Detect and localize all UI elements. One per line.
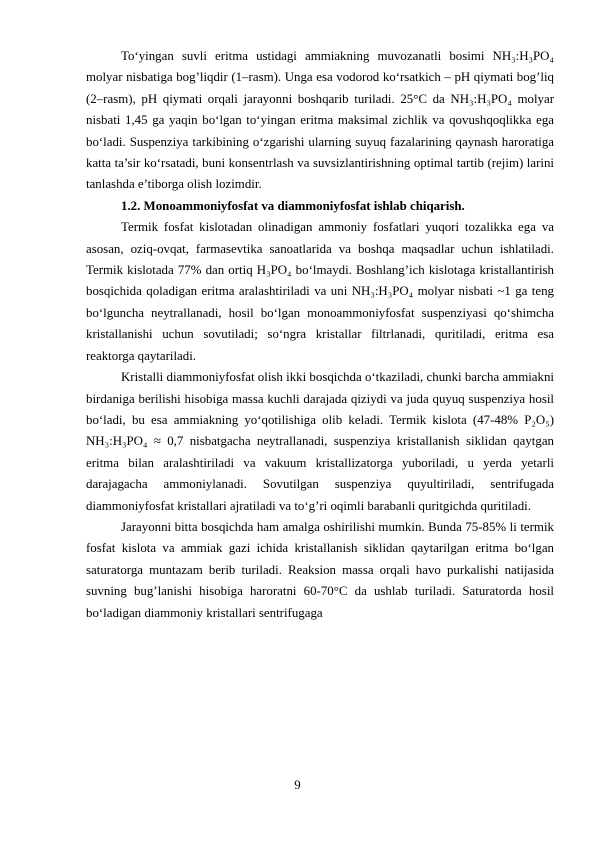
section-heading: 1.2. Monoammoniyfosfat va diammoniyfosfat ishlab chiqarish. (121, 198, 465, 213)
paragraph-ammonia-equilibrium: To‘yingan suvli eritma ustidagi ammiakning muvozanatli bosimi NH₃:H₃PO₄ molyar nisbatiga bog’liqdir (1–rasm). Unga esa vodorod ko‘rsatkich – pH qiymati bog’liq (2–rasm), pH qiymati orqali jarayonni boshqarib turiladi. 25°C da NH₃:H₃PO₄ molyar nisbati 1,45 ga yaqin bo‘lgan to‘yingan eritma maksimal zichlik va qovushqoqlikka ega bo‘ladi. Suspenziya tarkibining o‘zgarishi ularning suyuq fazalarining qaynash haroratiga katta ta’sir ko‘rsatadi, buni konsentrlash va suvsizlantirishning optimal tartib (rejim) larini tanlashda e’tiborga olish lozimdir. (86, 49, 554, 192)
paragraph-diammonium-two-stage: Kristalli diammoniyfosfat olish ikki bosqichda o‘tkaziladi, chunki barcha ammiakni birdaniga berilishi hisobiga massa kuchli darajada qiziydi va juda quyuq suspenziya hosil bo‘ladi, bu esa ammiakning yo‘qotilishiga olib keladi. Termik kislota (47-48% P₂O₅) NH₃:H₃PO₄ ≈ 0,7 nisbatgacha neytrallanadi, suspenziya kristallanish siklidan qaytgan eritma bilan aralashtiriladi va vakuum kristallizatorga yuboriladi, u yerda yetarli darajagacha ammoniylanadi. Sovutilgan suspenziya quyultiriladi, sentrifugada diammoniyfosfat kristallari ajratiladi va to‘g’ri oqimli barabanli quritgichda quritiladi. (86, 370, 554, 513)
paragraph-single-stage: Jarayonni bitta bosqichda ham amalga oshirilishi mumkin. Bunda 75-85% li termik fosfat kislota va ammiak gazi ichida kristallanish siklidan qaytarilgan eritma bo‘lgan saturatorga muntazam berib turiladi. Reaksion massa orqali havo purkalishi natijasida suvning bug’lanishi hisobiga haroratni 60-70°C da ushlab turiladi. Saturatorda hosil bo‘ladigan diammoniy kristallari sentrifugaga (86, 519, 554, 620)
page-number: 9 (294, 778, 301, 792)
document-body (86, 46, 554, 624)
paragraph-thermal-phosphate: Termik fosfat kislotadan olinadigan ammoniy fosfatlari yuqori tozalikka ega va asosan, oziq-ovqat, farmasevtika sanoatlarida va boshqa maqsadlar uchun ishlatiladi. Termik kislotada 77% dan ortiq H₃PO₄ bo‘lmaydi. Boshlang’ich kislotaga kristallantirish bosqichida qoladigan eritma aralashtiriladi va uni NH₃:H₃PO₄ molyar nisbati ~1 ga teng bo‘lguncha neytrallanadi, hosil bo‘lgan monoammoniyfosfat suspenziyasi qo‘shimcha kristallanishi uchun sovutiladi; so‘ngra kristallar filtrlanadi, quritiladi, eritma esa reaktorga qaytariladi. (86, 220, 554, 363)
